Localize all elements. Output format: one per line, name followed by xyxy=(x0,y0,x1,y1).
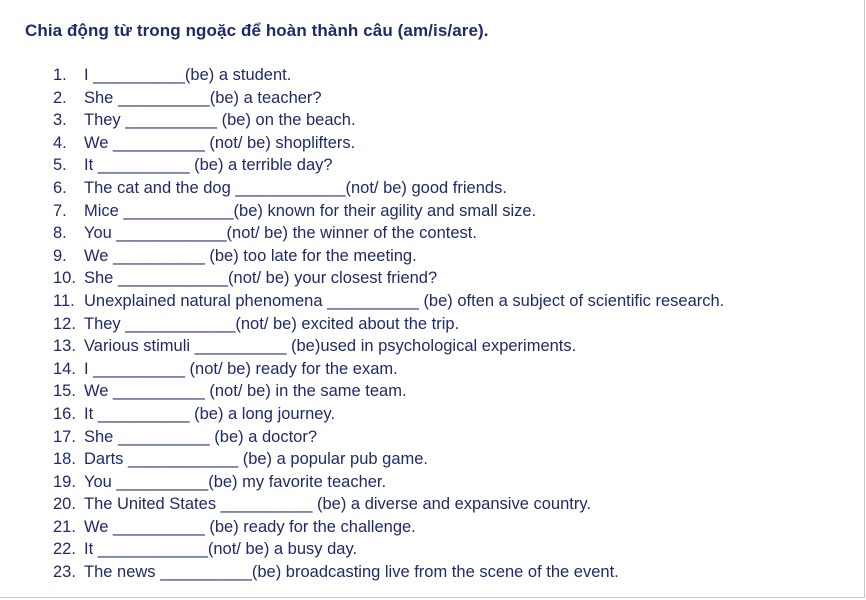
item-sentence: She ____________(not/ be) your closest friend? xyxy=(84,269,438,288)
item-sentence: We __________ (be) ready for the challenge. xyxy=(84,517,416,536)
item-sentence: Unexplained natural phenomena __________ (be) often a subject of scientific research. xyxy=(84,291,725,310)
item-number: 15. xyxy=(53,382,76,401)
item-number: 20. xyxy=(53,495,76,514)
item-sentence: She __________ (be) a doctor? xyxy=(84,427,318,446)
item-sentence: The United States __________ (be) a diverse and expansive country. xyxy=(84,495,591,514)
item-number: 7. xyxy=(53,201,67,220)
item-sentence: They ____________(not/ be) excited about the trip. xyxy=(84,314,460,333)
item-sentence: I __________(be) a student. xyxy=(84,66,292,84)
item-number: 13. xyxy=(53,337,76,356)
item-sentence: It ____________(not/ be) a busy day. xyxy=(84,540,358,559)
item-number: 1. xyxy=(53,66,67,84)
item-number: 18. xyxy=(53,450,76,469)
item-number: 9. xyxy=(53,246,67,265)
item-sentence: We __________ (not/ be) shoplifters. xyxy=(84,133,356,152)
item-sentence: We __________ (not/ be) in the same team. xyxy=(84,382,407,401)
item-sentence: You __________(be) my favorite teacher. xyxy=(84,472,387,491)
item-number: 12. xyxy=(53,314,76,333)
item-sentence: Mice ____________(be) known for their agility and small size. xyxy=(84,201,537,220)
item-number: 22. xyxy=(53,540,76,559)
item-number: 4. xyxy=(53,133,67,152)
item-number: 10. xyxy=(53,269,76,288)
item-sentence: You ____________(not/ be) the winner of the contest. xyxy=(84,224,477,243)
item-number: 16. xyxy=(53,404,76,423)
item-sentence: It __________ (be) a terrible day? xyxy=(84,156,333,175)
item-sentence: Various stimuli __________ (be)used in psychological experiments. xyxy=(84,337,577,356)
item-sentence: I __________ (not/ be) ready for the exam. xyxy=(84,359,398,378)
item-sentence: It __________ (be) a long journey. xyxy=(84,404,336,423)
item-sentence: They __________ (be) on the beach. xyxy=(84,111,356,130)
item-number: 3. xyxy=(53,111,67,130)
item-sentence: We __________ (be) too late for the meeting. xyxy=(84,246,417,265)
item-sentence: The cat and the dog ____________(not/ be) good friends. xyxy=(84,178,507,197)
item-number: 2. xyxy=(53,88,67,107)
item-number: 19. xyxy=(53,472,76,491)
item-number: 17. xyxy=(53,427,76,446)
item-sentence: Darts ____________ (be) a popular pub game. xyxy=(84,450,428,469)
item-number: 5. xyxy=(53,156,67,175)
item-sentence: She __________(be) a teacher? xyxy=(84,88,322,107)
item-sentence: The news __________(be) broadcasting live from the scene of the event. xyxy=(84,563,619,582)
item-number: 23. xyxy=(53,563,76,582)
item-number: 21. xyxy=(53,517,76,536)
item-number: 14. xyxy=(53,359,76,378)
item-number: 11. xyxy=(53,291,75,310)
item-number: 8. xyxy=(53,224,67,243)
item-number: 6. xyxy=(53,178,67,197)
worksheet-title: Chia động từ trong ngoặc để hoàn thành câu (am/is/are). xyxy=(25,21,489,40)
